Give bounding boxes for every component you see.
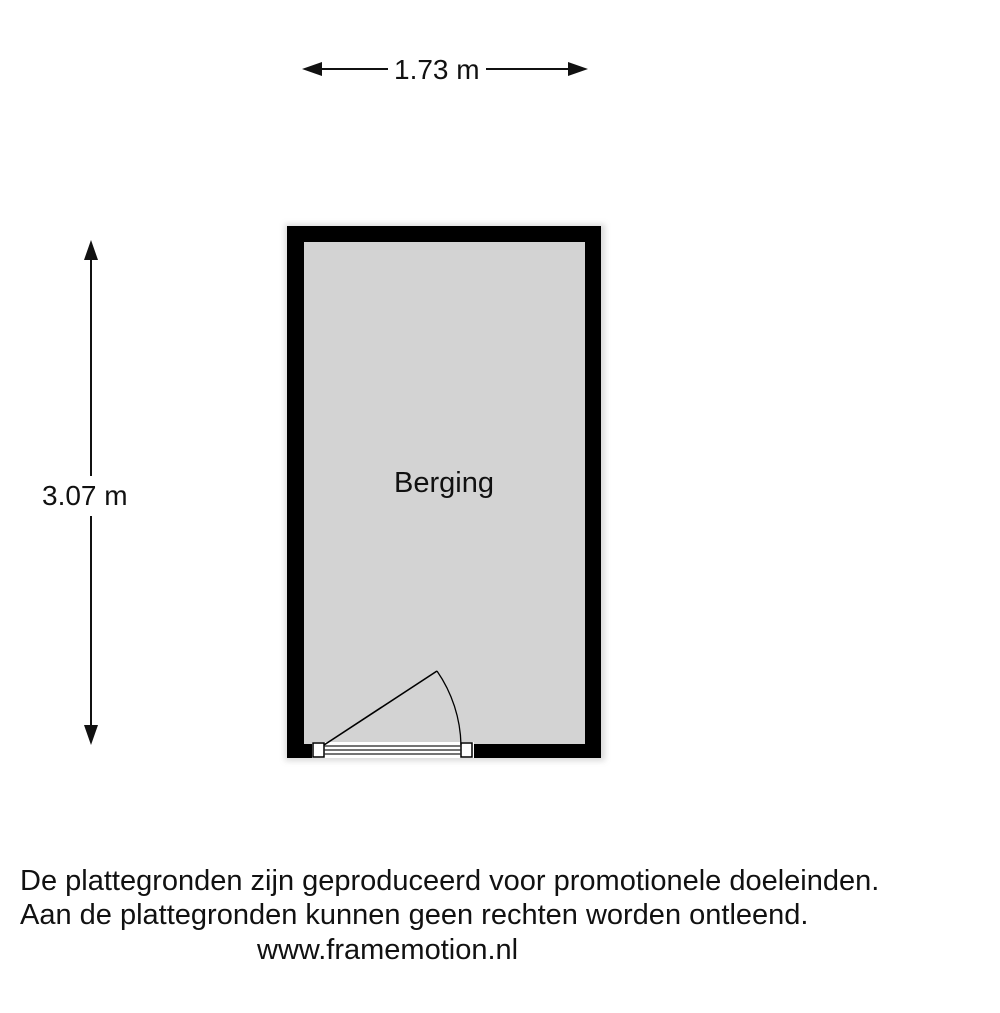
disclaimer-line-2: Aan de plattegronden kunnen geen rechten worden ontleend. <box>20 899 809 931</box>
disclaimer-line-1: De plattegronden zijn geproduceerd voor promotionele doeleinden. <box>20 865 880 897</box>
height-dimension-label: 3.07 m <box>40 476 130 516</box>
website-text: www.framemotion.nl <box>257 934 519 966</box>
room-name-label: Berging <box>394 467 494 499</box>
width-dimension-label: 1.73 m <box>388 54 486 86</box>
